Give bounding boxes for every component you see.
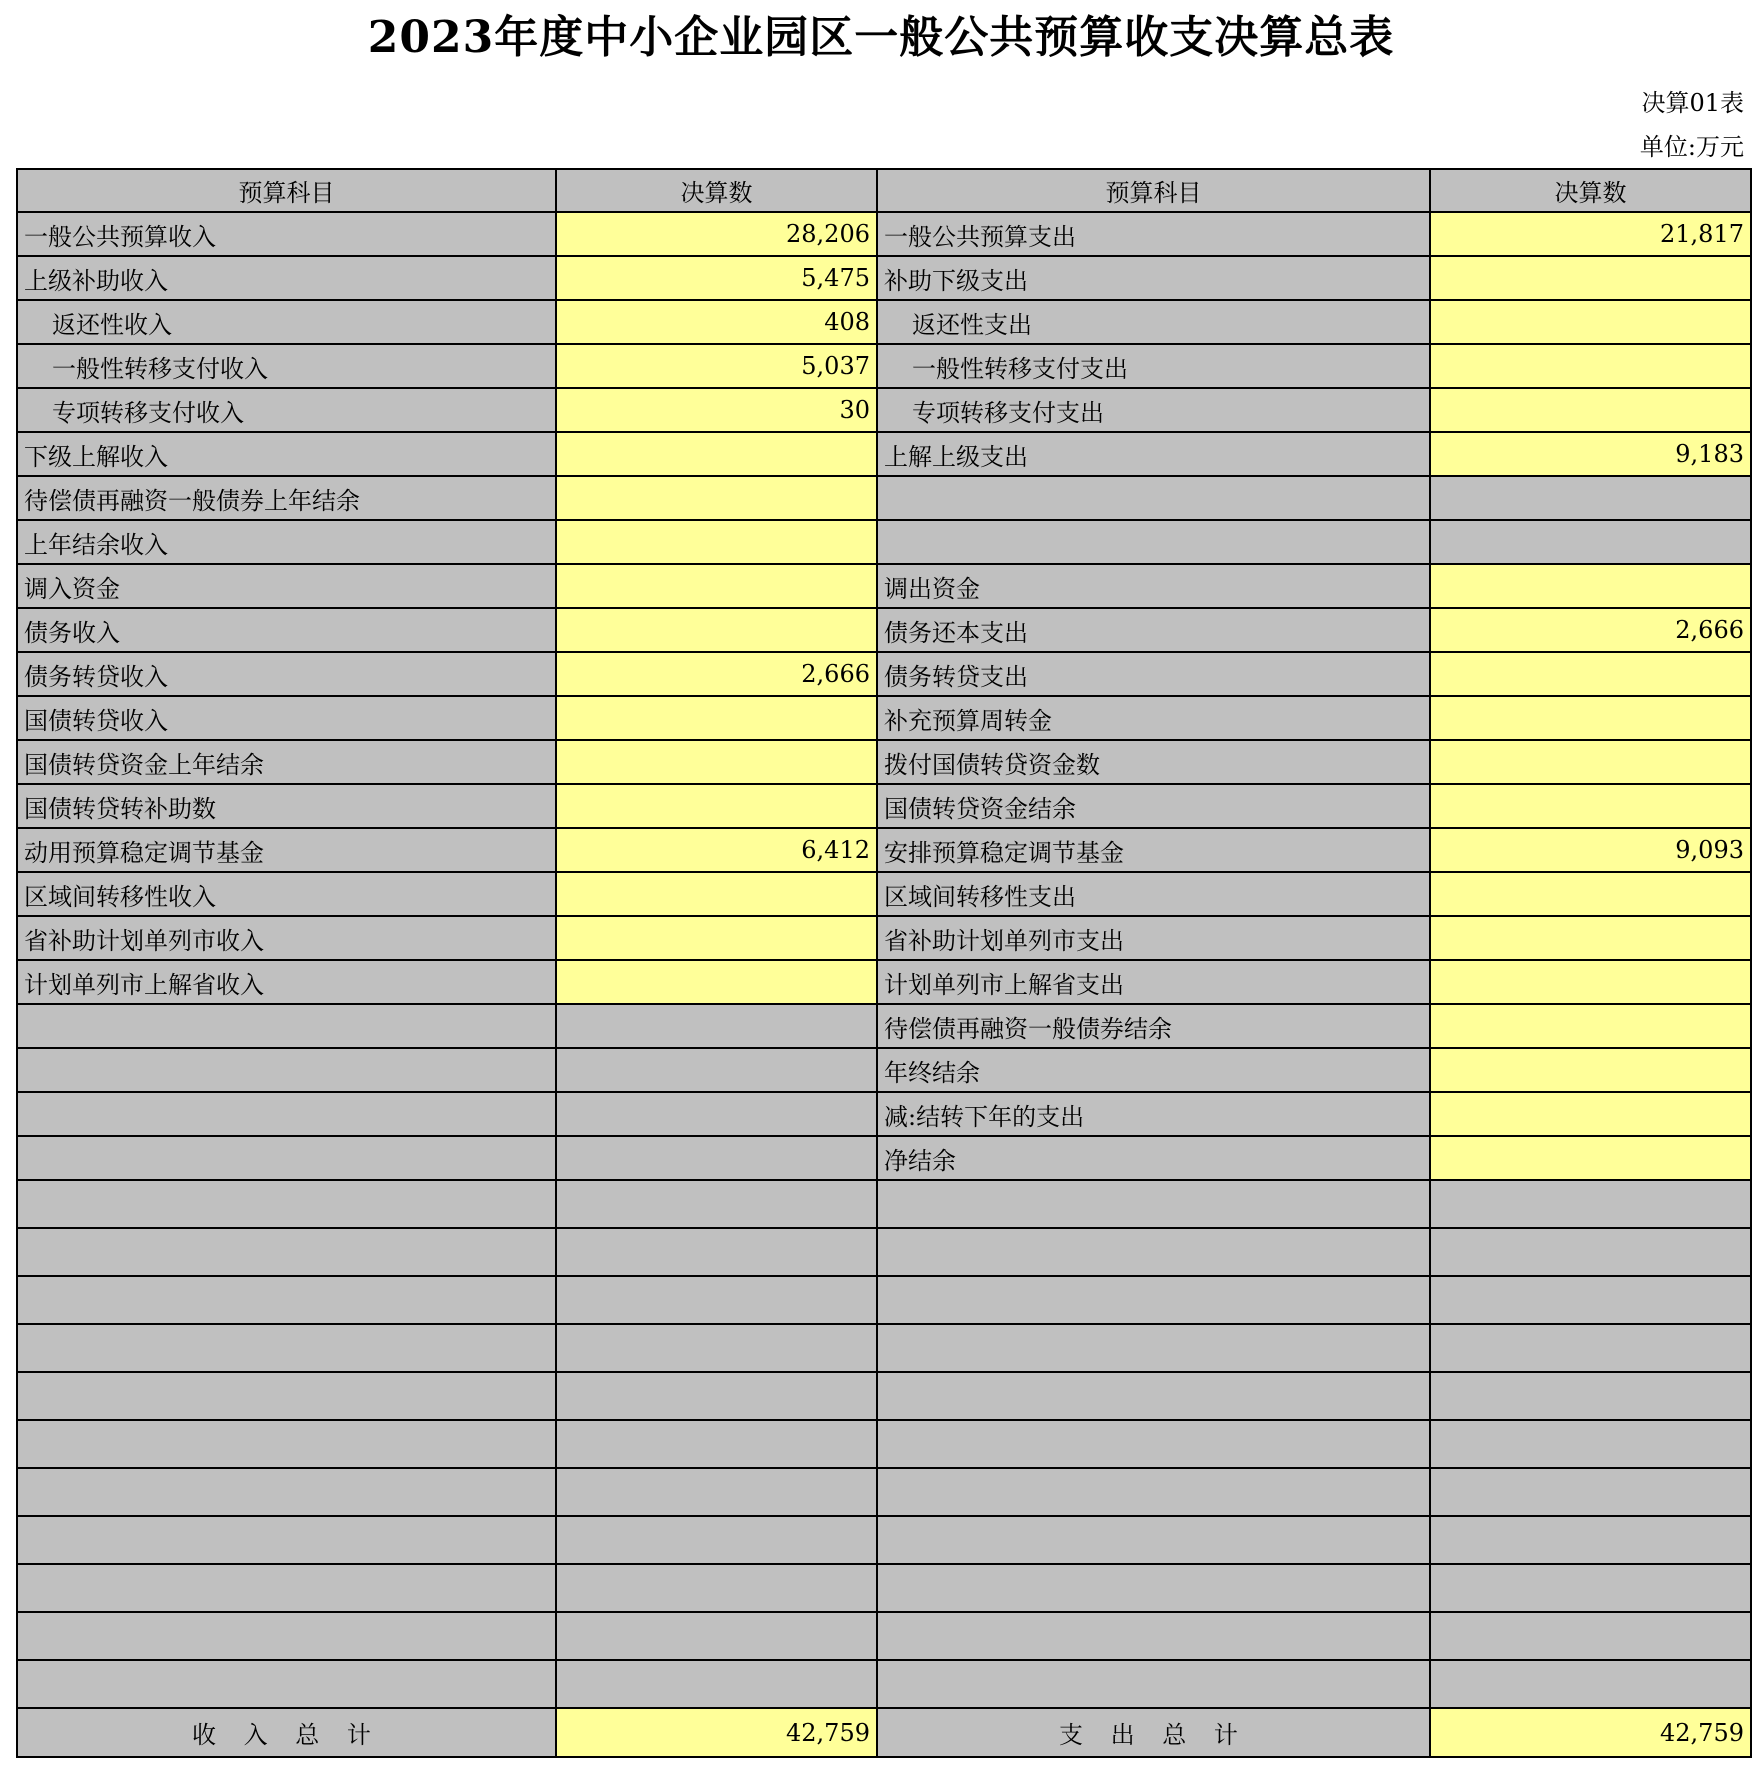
table-row: [17, 608, 1751, 652]
table-row: [17, 740, 1751, 784]
expense-subject-cell: 一般公共预算支出: [877, 212, 1430, 256]
empty-cell: [1430, 1324, 1751, 1372]
income-amount-cell: [556, 1136, 877, 1180]
income-amount-cell: [556, 696, 877, 740]
expense-total-label: 支 出 总 计: [877, 1708, 1430, 1757]
empty-row: [17, 1516, 1751, 1564]
empty-cell: [877, 1468, 1430, 1516]
empty-cell: [877, 1660, 1430, 1708]
table-row: [17, 564, 1751, 608]
empty-row: [17, 1420, 1751, 1468]
empty-cell: [556, 1612, 877, 1660]
empty-cell: [1430, 1180, 1751, 1228]
expense-subject-cell: 专项转移支付支出: [877, 388, 1430, 432]
header-income-amount: 决算数: [556, 169, 877, 212]
table-row: [17, 256, 1751, 300]
income-subject-cell: 国债转贷收入: [17, 696, 556, 740]
income-subject-cell: [17, 1048, 556, 1092]
table-row: [17, 960, 1751, 1004]
income-subject-cell: 省补助计划单列市收入: [17, 916, 556, 960]
empty-cell: [877, 1324, 1430, 1372]
expense-subject-cell: 年终结余: [877, 1048, 1430, 1092]
expense-amount-cell: [1430, 696, 1751, 740]
expense-amount-cell: [1430, 1048, 1751, 1092]
empty-cell: [877, 1228, 1430, 1276]
expense-subject-cell: 计划单列市上解省支出: [877, 960, 1430, 1004]
header-row: [17, 169, 1751, 212]
expense-amount-cell: [1430, 916, 1751, 960]
empty-cell: [1430, 1276, 1751, 1324]
expense-subject-cell: 拨付国债转贷资金数: [877, 740, 1430, 784]
empty-cell: [1430, 1612, 1751, 1660]
table-row: [17, 696, 1751, 740]
income-subject-cell: 区域间转移性收入: [17, 872, 556, 916]
empty-cell: [1430, 1468, 1751, 1516]
empty-cell: [877, 1276, 1430, 1324]
header-income-subject: 预算科目: [17, 169, 556, 212]
income-subject-cell: 返还性收入: [17, 300, 556, 344]
income-subject-cell: 下级上解收入: [17, 432, 556, 476]
expense-amount-cell: [1430, 344, 1751, 388]
expense-subject-cell: 国债转贷资金结余: [877, 784, 1430, 828]
expense-subject-cell: 补充预算周转金: [877, 696, 1430, 740]
expense-amount-cell: 9,183: [1430, 432, 1751, 476]
empty-cell: [1430, 1420, 1751, 1468]
expense-subject-cell: [877, 476, 1430, 520]
empty-row: [17, 1228, 1751, 1276]
expense-subject-cell: 安排预算稳定调节基金: [877, 828, 1430, 872]
income-amount-cell: [556, 916, 877, 960]
empty-cell: [1430, 1564, 1751, 1612]
expense-subject-cell: 省补助计划单列市支出: [877, 916, 1430, 960]
empty-cell: [556, 1660, 877, 1708]
expense-subject-cell: 净结余: [877, 1136, 1430, 1180]
income-subject-cell: 调入资金: [17, 564, 556, 608]
income-amount-cell: [556, 784, 877, 828]
income-amount-cell: 30: [556, 388, 877, 432]
empty-row: [17, 1276, 1751, 1324]
income-amount-cell: [556, 564, 877, 608]
empty-cell: [556, 1324, 877, 1372]
table-row: [17, 1092, 1751, 1136]
expense-amount-cell: [1430, 1092, 1751, 1136]
table-row: [17, 1136, 1751, 1180]
income-subject-cell: [17, 1004, 556, 1048]
expense-amount-cell: 21,817: [1430, 212, 1751, 256]
empty-cell: [17, 1276, 556, 1324]
income-amount-cell: 2,666: [556, 652, 877, 696]
header-expense-amount: 决算数: [1430, 169, 1751, 212]
expense-subject-cell: 补助下级支出: [877, 256, 1430, 300]
empty-cell: [17, 1372, 556, 1420]
table-row: [17, 476, 1751, 520]
expense-amount-cell: [1430, 256, 1751, 300]
expense-subject-cell: 区域间转移性支出: [877, 872, 1430, 916]
income-amount-cell: 28,206: [556, 212, 877, 256]
empty-cell: [556, 1372, 877, 1420]
page-title: 2023年度中小企业园区一般公共预算收支决算总表: [367, 12, 1395, 63]
expense-subject-cell: 返还性支出: [877, 300, 1430, 344]
income-amount-cell: 6,412: [556, 828, 877, 872]
empty-cell: [877, 1180, 1430, 1228]
table-row: [17, 872, 1751, 916]
income-subject-cell: 待偿债再融资一般债券上年结余: [17, 476, 556, 520]
expense-subject-cell: 一般性转移支付支出: [877, 344, 1430, 388]
empty-cell: [17, 1420, 556, 1468]
table-row: [17, 388, 1751, 432]
empty-cell: [877, 1420, 1430, 1468]
expense-amount-cell: [1430, 520, 1751, 564]
empty-cell: [556, 1228, 877, 1276]
empty-cell: [556, 1180, 877, 1228]
empty-cell: [877, 1612, 1430, 1660]
total-row: [17, 1708, 1751, 1757]
expense-amount-cell: [1430, 564, 1751, 608]
table-row: [17, 344, 1751, 388]
expense-subject-cell: 调出资金: [877, 564, 1430, 608]
empty-row: [17, 1564, 1751, 1612]
empty-row: [17, 1612, 1751, 1660]
expense-amount-cell: [1430, 740, 1751, 784]
empty-cell: [17, 1180, 556, 1228]
income-subject-cell: [17, 1092, 556, 1136]
table-row: [17, 652, 1751, 696]
table-row: [17, 828, 1751, 872]
empty-cell: [1430, 1516, 1751, 1564]
income-subject-cell: 一般公共预算收入: [17, 212, 556, 256]
expense-amount-cell: [1430, 388, 1751, 432]
expense-subject-cell: [877, 520, 1430, 564]
empty-cell: [1430, 1372, 1751, 1420]
income-subject-cell: 债务转贷收入: [17, 652, 556, 696]
expense-amount-cell: [1430, 1136, 1751, 1180]
expense-amount-cell: [1430, 300, 1751, 344]
income-subject-cell: 上级补助收入: [17, 256, 556, 300]
empty-cell: [556, 1276, 877, 1324]
expense-amount-cell: [1430, 1004, 1751, 1048]
income-subject-cell: 动用预算稳定调节基金: [17, 828, 556, 872]
income-amount-cell: [556, 872, 877, 916]
empty-cell: [877, 1564, 1430, 1612]
empty-cell: [877, 1516, 1430, 1564]
income-subject-cell: 计划单列市上解省收入: [17, 960, 556, 1004]
income-amount-cell: [556, 520, 877, 564]
expense-amount-cell: 9,093: [1430, 828, 1751, 872]
empty-cell: [17, 1564, 556, 1612]
table-row: [17, 212, 1751, 256]
budget-table: [16, 168, 1752, 1758]
empty-cell: [17, 1516, 556, 1564]
empty-cell: [1430, 1660, 1751, 1708]
empty-cell: [17, 1612, 556, 1660]
income-amount-cell: 408: [556, 300, 877, 344]
expense-total-amount: 42,759: [1430, 1708, 1751, 1757]
expense-amount-cell: [1430, 872, 1751, 916]
expense-subject-cell: 债务还本支出: [877, 608, 1430, 652]
expense-amount-cell: [1430, 784, 1751, 828]
empty-cell: [556, 1516, 877, 1564]
income-subject-cell: 一般性转移支付收入: [17, 344, 556, 388]
expense-subject-cell: 上解上级支出: [877, 432, 1430, 476]
income-subject-cell: 债务收入: [17, 608, 556, 652]
income-amount-cell: [556, 432, 877, 476]
table-row: [17, 1004, 1751, 1048]
empty-cell: [877, 1372, 1430, 1420]
empty-row: [17, 1324, 1751, 1372]
income-amount-cell: [556, 1004, 877, 1048]
empty-cell: [556, 1468, 877, 1516]
income-amount-cell: [556, 1048, 877, 1092]
expense-amount-cell: [1430, 960, 1751, 1004]
expense-amount-cell: [1430, 652, 1751, 696]
table-row: [17, 432, 1751, 476]
income-amount-cell: [556, 476, 877, 520]
form-number: 决算01表: [1641, 89, 1744, 117]
income-amount-cell: [556, 960, 877, 1004]
empty-cell: [17, 1324, 556, 1372]
income-amount-cell: [556, 1092, 877, 1136]
income-subject-cell: 专项转移支付收入: [17, 388, 556, 432]
empty-row: [17, 1372, 1751, 1420]
income-subject-cell: 上年结余收入: [17, 520, 556, 564]
empty-cell: [17, 1660, 556, 1708]
empty-row: [17, 1660, 1751, 1708]
empty-row: [17, 1468, 1751, 1516]
unit-label: 单位:万元: [1639, 133, 1744, 161]
empty-row: [17, 1180, 1751, 1228]
expense-amount-cell: 2,666: [1430, 608, 1751, 652]
income-subject-cell: 国债转贷资金上年结余: [17, 740, 556, 784]
income-total-amount: 42,759: [556, 1708, 877, 1757]
income-total-label: 收 入 总 计: [17, 1708, 556, 1757]
empty-cell: [1430, 1228, 1751, 1276]
income-amount-cell: [556, 740, 877, 784]
expense-amount-cell: [1430, 476, 1751, 520]
table-row: [17, 520, 1751, 564]
income-amount-cell: [556, 608, 877, 652]
table-row: [17, 300, 1751, 344]
table-row: [17, 784, 1751, 828]
empty-cell: [556, 1420, 877, 1468]
income-subject-cell: [17, 1136, 556, 1180]
table-row: [17, 1048, 1751, 1092]
expense-subject-cell: 债务转贷支出: [877, 652, 1430, 696]
header-expense-subject: 预算科目: [877, 169, 1430, 212]
table-row: [17, 916, 1751, 960]
empty-cell: [556, 1564, 877, 1612]
income-amount-cell: 5,037: [556, 344, 877, 388]
empty-cell: [17, 1228, 556, 1276]
income-subject-cell: 国债转贷转补助数: [17, 784, 556, 828]
income-amount-cell: 5,475: [556, 256, 877, 300]
empty-cell: [17, 1468, 556, 1516]
expense-subject-cell: 待偿债再融资一般债券结余: [877, 1004, 1430, 1048]
expense-subject-cell: 减:结转下年的支出: [877, 1092, 1430, 1136]
